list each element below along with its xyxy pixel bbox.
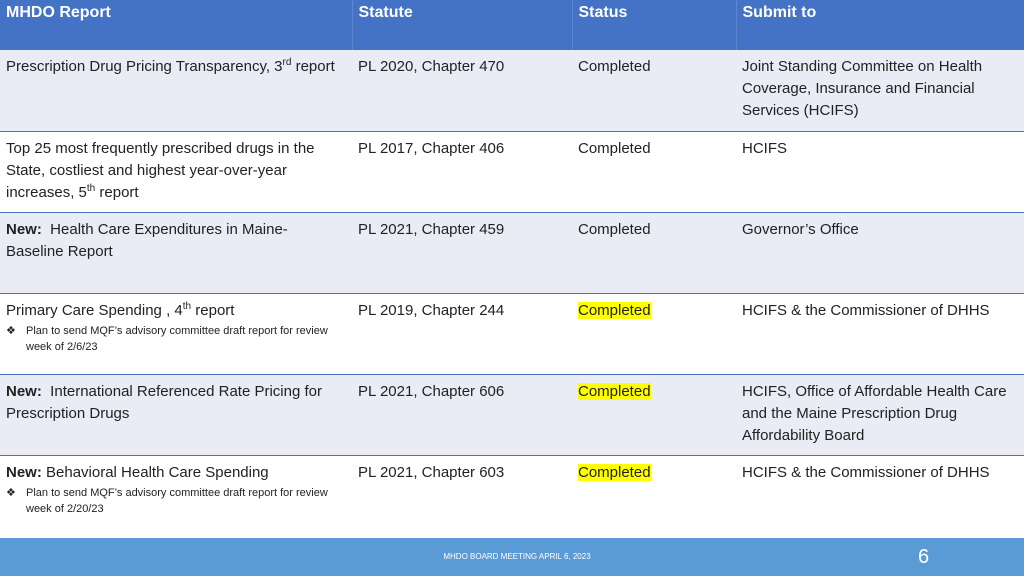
footer-meeting-label: MHDO BOARD MEETING APRIL 6, 2023	[443, 552, 591, 561]
table-row	[0, 50, 1024, 131]
table-row	[0, 455, 1024, 538]
status-text-highlighted: Completed	[578, 463, 651, 481]
status-cell	[572, 293, 736, 374]
note-text: Plan to send MQF’s advisory committee draft report for review week of 2/20/23	[26, 486, 328, 515]
report-cell	[0, 374, 352, 455]
ordinal-suffix: rd	[282, 57, 292, 68]
note-list	[6, 323, 346, 355]
ordinal-suffix: th	[86, 182, 96, 194]
header-statute: Statute	[352, 0, 572, 50]
status-text-highlighted: Completed	[578, 382, 651, 400]
status-cell	[572, 50, 736, 131]
table-row	[0, 131, 1024, 212]
report-cell	[0, 455, 352, 538]
statute-cell: PL 2019, Chapter 244	[352, 293, 572, 374]
status-cell	[572, 455, 736, 538]
submit-cell: Governor’s Office	[736, 212, 1024, 293]
status-cell	[572, 212, 736, 293]
status-text: Completed	[578, 220, 651, 238]
header-submit-to: Submit to	[736, 0, 1024, 50]
report-title: Health Care Expenditures in Maine- Baseline Report	[6, 220, 292, 260]
diamond-bullet-icon: ❖	[6, 486, 16, 499]
statute-cell: PL 2020, Chapter 470	[352, 50, 572, 131]
new-label: New:	[6, 463, 42, 481]
report-title-end: report	[95, 183, 139, 201]
statute-cell: PL 2021, Chapter 603	[352, 455, 572, 538]
report-title: Top 25 most frequently prescribed drugs in the State, costliest and highest year-over-year increases, 5	[6, 139, 315, 201]
note-item	[6, 323, 346, 355]
diamond-bullet-icon: ❖	[6, 324, 16, 337]
new-label: New:	[6, 382, 42, 400]
statute-cell: PL 2021, Chapter 459	[352, 212, 572, 293]
report-title: Primary Care Spending , 4	[6, 301, 183, 319]
slide-footer	[0, 538, 1024, 576]
table-row	[0, 374, 1024, 455]
status-text: Completed	[578, 58, 651, 75]
report-title: International Referenced Rate Pricing for Prescription Drugs	[6, 382, 327, 422]
submit-cell: HCIFS	[736, 131, 1024, 212]
report-title-end: report	[291, 58, 335, 75]
report-cell	[0, 212, 352, 293]
report-cell	[0, 293, 352, 374]
slide-page-number: 6	[918, 546, 930, 568]
header-status: Status	[572, 0, 736, 50]
status-text-highlighted: Completed	[578, 301, 651, 319]
status-text: Completed	[578, 139, 651, 157]
table-row	[0, 293, 1024, 374]
report-title: Behavioral Health Care Spending	[41, 463, 269, 481]
ordinal-suffix: th	[182, 300, 192, 312]
report-cell	[0, 131, 352, 212]
status-cell	[572, 374, 736, 455]
note-text: Plan to send MQF’s advisory committee draft report for review week of 2/6/23	[26, 324, 328, 353]
report-title-end: report	[191, 301, 235, 319]
status-cell	[572, 131, 736, 212]
new-label: New:	[6, 220, 42, 238]
report-cell	[0, 50, 352, 131]
submit-cell: HCIFS, Office of Affordable Health Care and the Maine Prescription Drug Affordability Board	[736, 374, 1024, 455]
note-item	[6, 485, 346, 517]
statute-cell: PL 2021, Chapter 606	[352, 374, 572, 455]
submit-cell: Joint Standing Committee on Health Coverage, Insurance and Financial Services (HCIFS)	[736, 50, 1024, 131]
submit-cell: HCIFS & the Commissioner of DHHS	[736, 293, 1024, 374]
table-row	[0, 212, 1024, 293]
statute-cell: PL 2017, Chapter 406	[352, 131, 572, 212]
header-row	[0, 0, 1024, 50]
note-list	[6, 485, 346, 517]
header-report: MHDO Report	[0, 0, 352, 50]
report-title: Prescription Drug Pricing Transparency, 3	[6, 58, 283, 75]
submit-cell: HCIFS & the Commissioner of DHHS	[736, 455, 1024, 538]
